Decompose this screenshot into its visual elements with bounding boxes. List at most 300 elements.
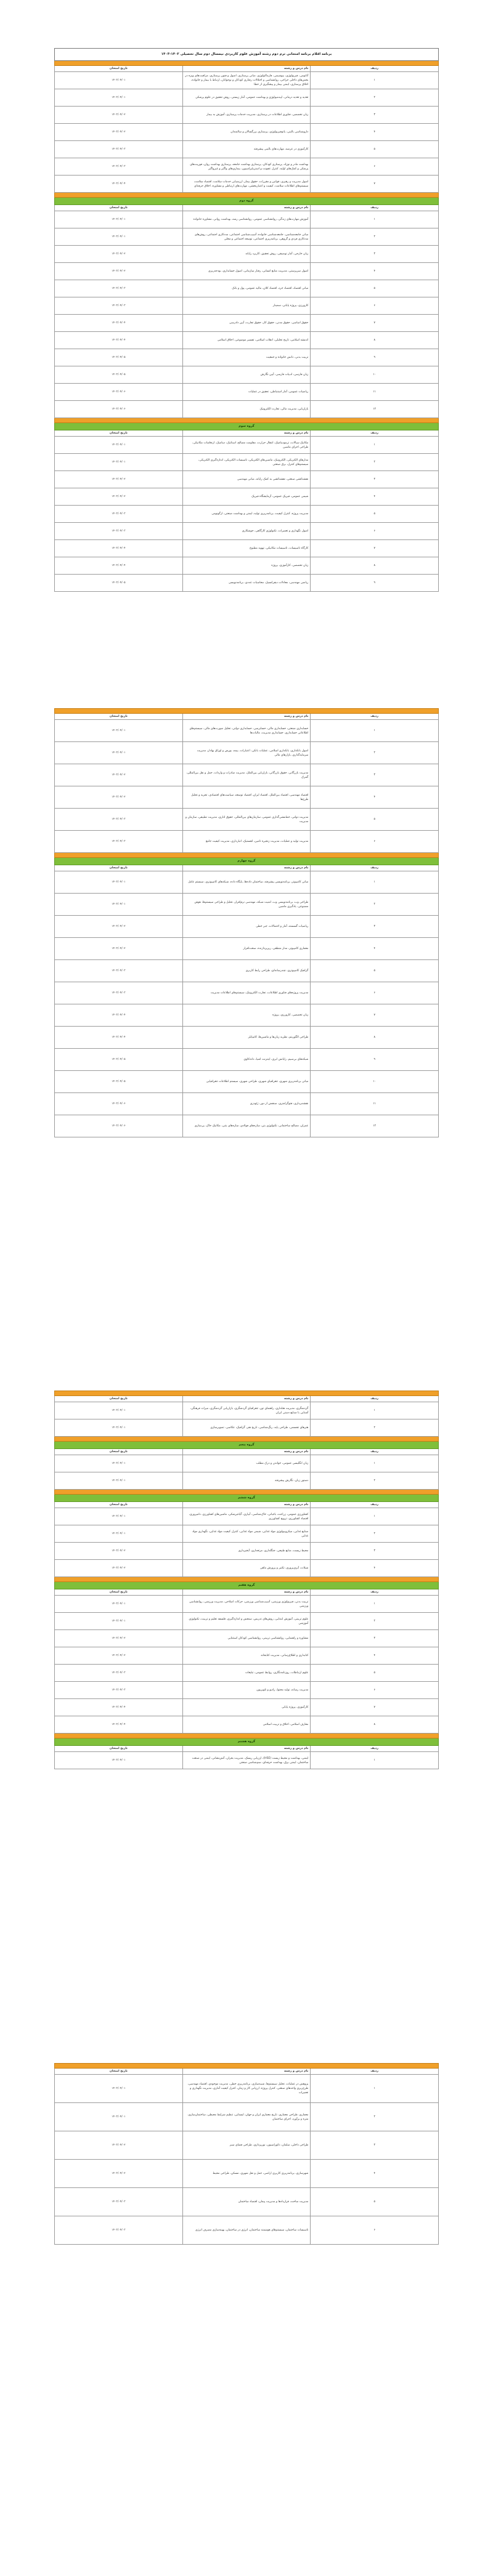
exam-date: ۱۴۰۳/۰۴/۰۲ [112,2144,126,2147]
group-heading-row [55,1495,439,1502]
exam-date: ۱۴۰۳/۰۴/۰۱ [112,2087,126,2090]
exam-date: ۱۴۰۳/۰۴/۰۱ [112,218,126,221]
exam-row [55,437,439,454]
exam-date: ۱۴۰۳/۰۴/۰۱ [112,903,126,906]
course-list: اصول مدیریت و رهبری، قوانین و مقررات، حقوق بیمار، ارزشیابی خدمات سلامت، اقتصاد سلامت، سیستم‌های اطلاعات سلامت، کیفیت و اعتباربخشی، مهارت‌های ارتباطی و مشاوره، اخلاق حرفه‌ای [182,176,311,193]
group-heading: گروه هشتم [55,1738,439,1746]
exam-date: ۱۴۰۳/۰۴/۰۱ [112,1515,126,1518]
row-number: ۷ [311,1699,439,1716]
document-page-3 [54,1391,439,1991]
group-heading-row [55,1442,439,1449]
row-number: ۱ [311,2075,439,2103]
course-list: اصول سرپرستی، مدیریت منابع انسانی، رفتار سازمانی، اصول حسابداری، بودجه‌ریزی [182,263,311,280]
course-list: علوم ارتباطات، روزنامه‌نگاری، روابط عمومی، تبلیغات [182,1665,311,1682]
exam-date-cell [55,2188,183,2216]
exam-date-cell [55,263,183,280]
exam-row [55,575,439,592]
exam-row [55,1716,439,1734]
header-row-no: ردیف [311,1449,439,1455]
course-list: اصول بانکداری، بانکداری اسلامی، عملیات بانکی، اعتبارات، بیمه، بورس و اوراق بهادار، مدیریت سرمایه‌گذاری، بازارهای مالی [182,742,311,764]
row-number: ۳ [311,764,439,786]
row-number: ۸ [311,332,439,349]
exam-date-cell [55,1402,183,1419]
orange-divider-cell [55,1490,439,1495]
exam-table-4 [54,2063,439,2245]
course-list: شیلات، آبزی‌پروری، تکثیر و پرورش ماهی [182,1560,311,1577]
exam-date-cell [55,1455,183,1472]
course-list: آناتومی، فیزیولوژی، بیوشیمی، فارماکولوژی، مبانی پرستاری، اصول و فنون پرستاری، مراقبت‌های ویژه در بخش‌های داخلی جراحی، روانشناسی و اختلالات رفتاری کودکان و نوجوانان، ارتباط با بیمار و خانواده، اخلاق پرستاری، ایمنی بیمار و پیشگیری از خطا [182,72,311,89]
document-page-4 [54,2063,439,2531]
row-number: ۲ [311,228,439,246]
exam-row [55,1508,439,1525]
row-number: ۵ [311,280,439,297]
exam-date: ۱۴۰۳/۰۴/۰۴ [112,339,126,342]
row-number: ۵ [311,1665,439,1682]
exam-table-3 [54,1391,439,1769]
course-list: شیمی عمومی، فیزیک عمومی، آزمایشگاه فیزیک [182,488,311,506]
exam-date: ۱۴۰۳/۰۴/۰۴ [112,564,126,567]
row-number: ۲ [311,894,439,916]
row-number: ۲ [311,2103,439,2131]
exam-date: ۱۴۰۳/۰۴/۰۳ [112,148,126,151]
exam-row [55,1630,439,1647]
group-heading: گروه سوم [55,423,439,430]
course-list: مبانی کامپیوتر، برنامه‌نویسی پیشرفته، ساختمان داده‌ها، پایگاه داده، شبکه‌های کامپیوتری، سیستم عامل [182,871,311,894]
exam-date-cell [55,540,183,557]
exam-date: ۱۴۰۳/۰۴/۰۱ [112,1462,126,1465]
row-number: ۱ [311,437,439,454]
exam-date: ۱۴۰۳/۰۴/۰۳ [112,165,126,168]
row-number: ۱۲ [311,1115,439,1137]
row-number: ۳ [311,107,439,124]
exam-date-cell [55,1665,183,1682]
orange-divider-cell [55,1437,439,1442]
exam-date: ۱۴۰۳/۰۴/۰۲ [112,478,126,481]
exam-row [55,471,439,488]
row-number: ۴ [311,263,439,280]
exam-row [55,1665,439,1682]
exam-date: ۱۴۰۳/۰۴/۰۵ [112,356,126,359]
course-list: عمران، مصالح ساختمانی، تکنولوژی بتن، سازه‌های فولادی، سازه‌های بتنی، مکانیک خاک، پی‌سازی [182,1115,311,1137]
exam-date: ۱۴۰۳/۰۴/۰۲ [112,252,126,256]
exam-date: ۱۴۰۳/۰۴/۰۳ [112,530,126,533]
orange-divider [55,853,439,858]
exam-row [55,107,439,124]
header-course: نام درس و رشته [182,430,311,437]
exam-date-cell [55,786,183,809]
course-list: مدیریت رسانه، تولید محتوا، رادیو و تلویزیون [182,1682,311,1699]
row-number: ۷ [311,540,439,557]
exam-date: ۱۴۰۳/۰۴/۰۴ [112,1723,126,1726]
group-heading-row [55,858,439,865]
exam-date: ۱۴۰۳/۰۴/۰۲ [112,925,126,928]
exam-row [55,349,439,366]
orange-divider [55,193,439,198]
course-list: ریاضی مهندسی، معادلات دیفرانسیل، محاسبات عددی، برنامه‌نویسی [182,575,311,592]
row-number: ۴ [311,124,439,141]
exam-row [55,809,439,831]
exam-row [55,366,439,384]
exam-date-cell [55,1682,183,1699]
row-number: ۵ [311,960,439,982]
course-list: مکانیک سیالات، ترمودینامیک، انتقال حرارت، مقاومت مصالح، استاتیک، دینامیک، ارتعاشات مکانیکی، طراحی اجزای ماشین [182,437,311,454]
exam-date: ۱۴۰۳/۰۴/۰۵ [112,1058,126,1061]
exam-date: ۱۴۰۳/۰۴/۰۶ [112,1124,126,1128]
column-header-row [55,1449,439,1455]
course-list: مدیریت پروژه‌های فناوری اطلاعات، تجارت الکترونیک، سیستم‌های اطلاعات مدیریت [182,982,311,1004]
course-list: پژوهش در عملیات، تحلیل سیستم‌ها، شبیه‌سازی، برنامه‌ریزی خطی، مدیریت موجودی، اقتصاد مهندسی، طرح‌ریزی واحدهای صنعتی، کنترل پروژه، ارزیابی کار و زمان، کنترل کیفیت آماری، مدیریت نگهداری و تعمیرات [182,2075,311,2103]
course-list: زبان فارسی، ادبیات فارسی، آیین نگارش [182,366,311,384]
exam-row [55,831,439,853]
exam-row [55,871,439,894]
row-number: ۳ [311,916,439,938]
course-list: معماری کامپیوتر، مدار منطقی، ریزپردازنده، سخت‌افزار [182,938,311,960]
exam-date: ۱۴۰۳/۰۴/۰۴ [112,1014,126,1017]
row-number: ۲ [311,1525,439,1543]
exam-date: ۱۴۰۳/۰۴/۰۶ [112,390,126,394]
course-list: معارف اسلامی، اخلاق و تربیت اسلامی [182,1716,311,1734]
exam-date-cell [55,437,183,454]
row-number: ۱ [311,1508,439,1525]
exam-row [55,72,439,89]
exam-date-cell [55,384,183,401]
course-list: ایمنی، بهداشت و محیط زیست (HSE)، ارزیابی ریسک، مدیریت بحران، آتش‌نشانی، ایمنی در صنعت ساختمان، ایمنی برق، بهداشت حرفه‌ای، سم‌شناسی صنعتی [182,1752,311,1769]
header-date: تاریخ امتحان [55,205,183,211]
header-row-no: ردیف [311,1589,439,1596]
exam-date-cell [55,575,183,592]
exam-row [55,1596,439,1613]
exam-date: ۱۴۰۳/۰۴/۰۲ [112,773,126,777]
row-number: ۶ [311,297,439,315]
exam-row [55,124,439,141]
exam-date-cell [55,1508,183,1525]
exam-row [55,1752,439,1769]
course-list: نقشه‌کشی صنعتی، نقشه‌کشی به کمک رایانه، مبانی مهندسی [182,471,311,488]
header-course: نام درس و رشته [182,1502,311,1508]
exam-date: ۱۴۰۳/۰۴/۰۱ [112,1409,126,1412]
exam-row [55,1699,439,1716]
header-course: نام درس و رشته [182,1589,311,1596]
orange-divider [55,1734,439,1738]
exam-date-cell [55,280,183,297]
exam-row [55,454,439,471]
column-header-row [55,66,439,72]
exam-date: ۱۴۰۳/۰۴/۰۴ [112,321,126,325]
exam-date-cell [55,1093,183,1115]
exam-date-cell [55,1472,183,1490]
row-number: ۴ [311,938,439,960]
row-number: ۵ [311,506,439,523]
exam-date-cell [55,1560,183,1577]
exam-row [55,1115,439,1137]
course-list: دستور زبان، نگارش پیشرفته [182,1472,311,1490]
orange-divider-cell [55,61,439,66]
row-number: ۱ [311,1596,439,1613]
exam-row [55,1647,439,1665]
course-list: کشاورزی عمومی، زراعت، باغبانی، خاک‌شناسی، آبیاری، گیاه‌پزشکی، ماشین‌های کشاورزی، دامپروری، اقتصاد کشاورزی، ترویج کشاورزی [182,1508,311,1525]
exam-date: ۱۴۰۳/۰۴/۰۳ [112,840,126,843]
exam-date-cell [55,366,183,384]
orange-divider-cell [55,1577,439,1582]
group-heading-row [55,1582,439,1589]
orange-divider [55,1437,439,1442]
exam-row [55,176,439,193]
orange-divider [55,1577,439,1582]
exam-date-cell [55,89,183,107]
header-date: تاریخ امتحان [55,714,183,720]
row-number: ۴ [311,2160,439,2188]
row-number: ۶ [311,523,439,540]
course-list: شهرسازی، برنامه‌ریزی کاربری اراضی، حمل و نقل شهری، مسکن، طراحی محیط [182,2160,311,2188]
course-list: اندیشه اسلامی، تاریخ تحلیلی، انقلاب اسلامی، تفسیر موضوعی، اخلاق اسلامی [182,332,311,349]
exam-table-1 [54,48,439,592]
exam-date: ۱۴۰۳/۰۴/۰۴ [112,1706,126,1709]
row-number: ۱ [311,1402,439,1419]
row-number: ۱ [311,1752,439,1769]
exam-date-cell [55,2103,183,2131]
exam-row [55,786,439,809]
exam-date: ۱۴۰۳/۰۴/۰۲ [112,1549,126,1552]
column-header-row [55,2069,439,2075]
column-header-row [55,1746,439,1752]
row-number: ۴ [311,488,439,506]
exam-date-cell [55,158,183,176]
exam-date-cell [55,349,183,366]
column-header-row [55,430,439,437]
course-list: تربیت بدنی، دانش خانواده و جمعیت [182,349,311,366]
exam-date-cell [55,1596,183,1613]
exam-date-cell [55,720,183,742]
row-number: ۱ [311,871,439,894]
row-number: ۳ [311,2131,439,2160]
course-list: ریاضیات عمومی، آمار استنباطی، تحقیق در عملیات [182,384,311,401]
exam-date: ۱۴۰۳/۰۴/۰۱ [112,1759,126,1762]
course-list: حسابداری صنعتی، حسابداری مالی، حسابرسی، حسابداری دولتی، تحلیل صورت‌های مالی، سیستم‌های اطلاعاتی حسابداری، حسابداری مدیریت، مالیات‌ها [182,720,311,742]
exam-row [55,1049,439,1071]
row-number: ۳ [311,1543,439,1560]
exam-date-cell [55,176,183,193]
row-number: ۳ [311,1630,439,1647]
column-header-row [55,865,439,871]
row-number: ۹ [311,349,439,366]
header-date: تاریخ امتحان [55,865,183,871]
exam-date-cell [55,742,183,764]
course-list: صنایع غذایی، میکروبیولوژی مواد غذایی، شیمی مواد غذایی، کنترل کیفیت مواد غذایی، نگهداری مواد غذایی [182,1525,311,1543]
row-number: ۵ [311,809,439,831]
exam-date: ۱۴۰۳/۰۴/۰۲ [112,270,126,273]
header-row-no: ردیف [311,714,439,720]
exam-date-cell [55,141,183,158]
orange-divider [55,709,439,714]
exam-row [55,916,439,938]
row-number: ۱۱ [311,384,439,401]
orange-divider [55,418,439,423]
exam-date-cell [55,764,183,786]
group-heading-row [55,1738,439,1746]
exam-row [55,1543,439,1560]
header-date: تاریخ امتحان [55,1589,183,1596]
exam-date: ۱۴۰۳/۰۴/۰۲ [112,131,126,134]
header-row-no: ردیف [311,1502,439,1508]
exam-date: ۱۴۰۳/۰۴/۰۲ [112,1654,126,1657]
row-number: ۳ [311,471,439,488]
exam-date-cell [55,894,183,916]
exam-date: ۱۴۰۳/۰۴/۰۵ [112,581,126,584]
row-number: ۸ [311,1716,439,1734]
exam-date-cell [55,297,183,315]
row-number: ۱ [311,72,439,89]
exam-date: ۱۴۰۳/۰۴/۰۱ [112,235,126,238]
exam-date: ۱۴۰۳/۰۴/۰۱ [112,443,126,446]
header-date: تاریخ امتحان [55,1396,183,1402]
row-number: ۷ [311,176,439,193]
exam-row [55,401,439,418]
exam-row [55,1402,439,1419]
exam-date: ۱۴۰۳/۰۴/۰۲ [112,1567,126,1570]
exam-date: ۱۴۰۳/۰۴/۰۳ [112,2200,126,2203]
course-list: مبانی برنامه‌ریزی شهری، جغرافیای شهری، طراحی شهری، سیستم اطلاعات جغرافیایی [182,1071,311,1093]
orange-divider-cell [55,1734,439,1738]
exam-row [55,1682,439,1699]
orange-divider-cell [55,709,439,714]
exam-row [55,2160,439,2188]
exam-row [55,141,439,158]
course-list: ریاضیات گسسته، آمار و احتمالات، جبر خطی [182,916,311,938]
header-course: نام درس و رشته [182,1396,311,1402]
header-course: نام درس و رشته [182,714,311,720]
exam-date: ۱۴۰۳/۰۴/۰۱ [112,2115,126,2118]
row-number: ۱ [311,720,439,742]
row-number: ۱۱ [311,1093,439,1115]
exam-date-cell [55,938,183,960]
row-number: ۲ [311,1419,439,1437]
exam-row [55,1004,439,1027]
course-list: زبان تخصصی، فناوری اطلاعات در پرستاری، مدیریت خدمات پرستاری، آموزش به بیمار [182,107,311,124]
exam-row [55,523,439,540]
exam-date-cell [55,1004,183,1027]
header-row-no: ردیف [311,430,439,437]
exam-row [55,2216,439,2245]
row-number: ۱ [311,1455,439,1472]
exam-date: ۱۴۰۳/۰۴/۰۳ [112,287,126,290]
exam-row [55,1613,439,1630]
course-list: مبانی اقتصاد، اقتصاد خرد، اقتصاد کلان، مالیه عمومی، پول و بانک [182,280,311,297]
exam-date-cell [55,1115,183,1137]
course-list: بازاریابی، مدیریت مالی، تجارت الکترونیک [182,401,311,418]
exam-row [55,263,439,280]
row-number: ۹ [311,575,439,592]
row-number: ۶ [311,1682,439,1699]
course-list: معماری، طراحی معماری، تاریخ معماری ایران و جهان، ایستایی، تنظیم شرایط محیطی، ساختمان‌سازی، متره و برآورد، اجرای ساختمان [182,2103,311,2131]
exam-date-cell [55,246,183,263]
group-heading-row [55,423,439,430]
exam-date-cell [55,488,183,506]
column-header-row [55,714,439,720]
course-list: اقتصاد مهندسی، اقتصاد بین‌الملل، اقتصاد ایران، اقتصاد توسعه، سیاست‌های اقتصادی، تجزیه و تحلیل طرح‌ها [182,786,311,809]
course-list: مدیریت تولید و عملیات، مدیریت زنجیره تامین، لجستیک، انبارداری، مدیریت کیفیت جامع [182,831,311,853]
orange-divider-cell [55,193,439,198]
exam-row [55,1071,439,1093]
course-list: زبان انگلیسی عمومی، خواندن و درک مطلب [182,1455,311,1472]
orange-divider [55,61,439,66]
exam-date-cell [55,916,183,938]
group-heading: گروه چهارم [55,858,439,865]
exam-date: ۱۴۰۳/۰۴/۰۶ [112,1102,126,1105]
exam-date-cell [55,960,183,982]
course-list: نقشه‌برداری، فتوگرامتری، سنجش از دور، ژئودزی [182,1093,311,1115]
exam-date: ۱۴۰۳/۰۴/۰۱ [112,79,126,82]
title-row [55,49,439,61]
course-list: تغذیه و تغذیه درمانی، اپیدمیولوژی و بهداشت عمومی، آمار زیستی، روش تحقیق در علوم پزشکی [182,89,311,107]
exam-date: ۱۴۰۳/۰۴/۰۲ [112,947,126,950]
exam-row [55,742,439,764]
exam-date: ۱۴۰۳/۰۴/۰۴ [112,1036,126,1039]
course-list: محیط زیست، منابع طبیعی، جنگلداری، مرتعداری، آبخیزداری [182,1543,311,1560]
exam-row [55,1093,439,1115]
exam-date: ۱۴۰۳/۰۴/۰۳ [112,1689,126,1692]
course-list: مدیریت دولتی، خط‌مشی‌گذاری عمومی، سازمان‌های بین‌المللی، حقوق اداری، مدیریت تطبیقی، سازمان و مدیریت [182,809,311,831]
exam-row [55,2103,439,2131]
course-list: کتابداری و اطلاع‌رسانی، مدیریت کتابخانه [182,1647,311,1665]
exam-date-cell [55,831,183,853]
exam-date-cell [55,1027,183,1049]
exam-row [55,506,439,523]
exam-row [55,1560,439,1577]
exam-row [55,764,439,786]
course-list: گرافیک کامپیوتری، چندرسانه‌ای، طراحی رابط کاربری [182,960,311,982]
course-list: طراحی داخلی، مبلمان، دکوراسیون، نورپردازی، طراحی فضای سبز [182,2131,311,2160]
exam-row [55,246,439,263]
exam-date-cell [55,124,183,141]
exam-date-cell [55,1419,183,1437]
course-list: زبان خارجی، آمار توصیفی، روش تحقیق، کاربرد رایانه [182,246,311,263]
row-number: ۵ [311,2188,439,2216]
exam-row [55,158,439,176]
exam-date: ۱۴۰۳/۰۴/۰۴ [112,182,126,185]
exam-date: ۱۴۰۳/۰۴/۰۱ [112,1532,126,1535]
course-list: کارورزی، پروژه پایانی، سمینار [182,297,311,315]
exam-row [55,960,439,982]
group-heading-row [55,198,439,205]
row-number: ۷ [311,315,439,332]
row-number: ۷ [311,1004,439,1027]
header-date: تاریخ امتحان [55,1449,183,1455]
header-row-no: ردیف [311,66,439,72]
exam-date-cell [55,72,183,89]
exam-row [55,1419,439,1437]
exam-date: ۱۴۰۳/۰۴/۰۴ [112,547,126,550]
row-number: ۶ [311,831,439,853]
exam-row [55,894,439,916]
exam-date-cell [55,1630,183,1647]
exam-row [55,1027,439,1049]
exam-row [55,280,439,297]
exam-date-cell [55,871,183,894]
exam-row [55,384,439,401]
row-number: ۲ [311,1472,439,1490]
header-course: نام درس و رشته [182,1449,311,1455]
exam-row [55,982,439,1004]
course-list: گردشگری، مدیریت هتلداری، راهنمای تور، جغرافیای گردشگری، بازاریابی گردشگری، میراث فرهنگی، آشنایی با صنایع دستی ایران [182,1402,311,1419]
exam-date: ۱۴۰۳/۰۴/۰۳ [112,304,126,307]
exam-date-cell [55,1716,183,1734]
row-number: ۴ [311,1560,439,1577]
exam-date: ۱۴۰۳/۰۴/۰۱ [112,881,126,884]
exam-date-cell [55,982,183,1004]
course-list: هنرهای تجسمی، طراحی پایه، رنگ‌شناسی، تاریخ هنر، گرافیک، عکاسی، تصویرسازی [182,1419,311,1437]
exam-date-cell [55,2075,183,2103]
exam-date: ۱۴۰۳/۰۴/۰۳ [112,991,126,995]
